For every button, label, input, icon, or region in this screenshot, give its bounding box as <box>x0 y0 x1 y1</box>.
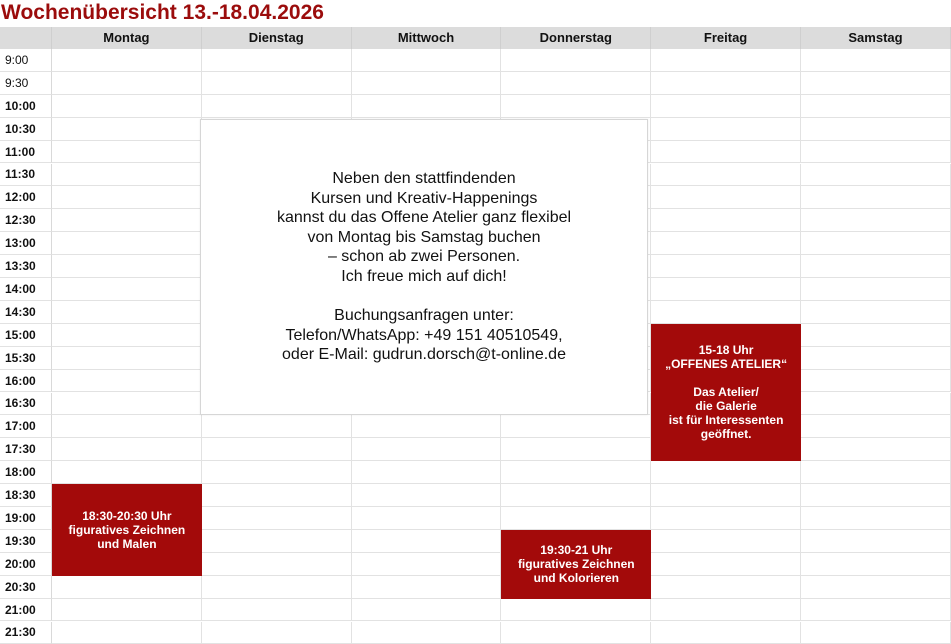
schedule-cell[interactable] <box>801 622 951 644</box>
schedule-cell[interactable] <box>651 301 801 324</box>
schedule-cell[interactable] <box>801 507 951 530</box>
schedule-cell[interactable] <box>352 530 502 553</box>
schedule-cell[interactable] <box>801 255 951 278</box>
schedule-cell[interactable] <box>651 576 801 599</box>
schedule-cell[interactable] <box>801 141 951 164</box>
schedule-cell[interactable] <box>801 278 951 301</box>
schedule-cell[interactable] <box>651 622 801 644</box>
schedule-cell[interactable] <box>352 576 502 599</box>
time-label: 20:30 <box>0 576 52 599</box>
schedule-cell[interactable] <box>801 164 951 187</box>
time-label: 20:00 <box>0 553 52 576</box>
schedule-cell[interactable] <box>52 209 202 232</box>
schedule-cell[interactable] <box>651 507 801 530</box>
schedule-cell[interactable] <box>202 599 352 622</box>
schedule-cell[interactable] <box>651 553 801 576</box>
time-label: 19:00 <box>0 507 52 530</box>
page-title: Wochenübersicht 13.-18.04.2026 <box>1 0 324 26</box>
schedule-cell[interactable] <box>801 599 951 622</box>
schedule-cell[interactable] <box>801 415 951 438</box>
schedule-cell[interactable] <box>651 461 801 484</box>
schedule-cell[interactable] <box>52 186 202 209</box>
day-header-donnerstag: Donnerstag <box>501 27 651 49</box>
schedule-cell[interactable] <box>501 49 651 72</box>
schedule-cell[interactable] <box>801 484 951 507</box>
time-label: 14:30 <box>0 301 52 324</box>
day-header-freitag: Freitag <box>651 27 801 49</box>
time-label: 18:00 <box>0 461 52 484</box>
schedule-cell[interactable] <box>52 438 202 461</box>
schedule-cell[interactable] <box>52 370 202 393</box>
event-text: 15-18 Uhr „OFFENES ATELIER“ Das Atelier/ die Galerie ist für Interessenten geöffnet. <box>655 343 797 441</box>
schedule-cell[interactable] <box>801 186 951 209</box>
event-text: 18:30-20:30 Uhr figuratives Zeichnen und Malen <box>56 509 198 551</box>
schedule-cell[interactable] <box>202 484 352 507</box>
schedule-cell[interactable] <box>352 49 502 72</box>
schedule-cell[interactable] <box>801 461 951 484</box>
schedule-cell[interactable] <box>352 484 502 507</box>
event-block[interactable] <box>651 324 801 461</box>
event-block[interactable] <box>501 530 651 599</box>
schedule-cell[interactable] <box>202 530 352 553</box>
time-label: 16:00 <box>0 370 52 393</box>
schedule-cell[interactable] <box>501 507 651 530</box>
schedule-cell[interactable] <box>651 95 801 118</box>
schedule-cell[interactable] <box>651 141 801 164</box>
time-label: 12:30 <box>0 209 52 232</box>
schedule-cell[interactable] <box>801 438 951 461</box>
time-label: 13:30 <box>0 255 52 278</box>
time-label: 16:30 <box>0 393 52 416</box>
schedule-cell[interactable] <box>202 461 352 484</box>
time-label: 14:00 <box>0 278 52 301</box>
schedule-cell[interactable] <box>801 49 951 72</box>
time-label: 12:00 <box>0 186 52 209</box>
schedule-cell[interactable] <box>801 530 951 553</box>
schedule-cell[interactable] <box>651 599 801 622</box>
schedule-cell[interactable] <box>52 461 202 484</box>
schedule-cell[interactable] <box>202 622 352 644</box>
schedule-cell[interactable] <box>501 622 651 644</box>
schedule-cell[interactable] <box>651 530 801 553</box>
day-header-mittwoch: Mittwoch <box>352 27 502 49</box>
schedule-cell[interactable] <box>801 232 951 255</box>
schedule-cell[interactable] <box>501 72 651 95</box>
schedule-cell[interactable] <box>52 622 202 644</box>
info-box <box>200 119 648 415</box>
time-label: 17:30 <box>0 438 52 461</box>
schedule-cell[interactable] <box>52 393 202 416</box>
day-header-montag: Montag <box>52 27 202 49</box>
schedule-cell[interactable] <box>651 278 801 301</box>
schedule-cell[interactable] <box>202 49 352 72</box>
schedule-cell[interactable] <box>202 576 352 599</box>
schedule-cell[interactable] <box>651 186 801 209</box>
schedule-cell[interactable] <box>52 49 202 72</box>
schedule-cell[interactable] <box>501 95 651 118</box>
event-text: 19:30-21 Uhr figuratives Zeichnen und Kolorieren <box>505 543 647 585</box>
time-label: 10:00 <box>0 95 52 118</box>
schedule-cell[interactable] <box>52 95 202 118</box>
schedule-cell[interactable] <box>352 95 502 118</box>
schedule-cell[interactable] <box>801 553 951 576</box>
schedule-cell[interactable] <box>801 370 951 393</box>
schedule-cell[interactable] <box>651 209 801 232</box>
schedule-cell[interactable] <box>651 164 801 187</box>
schedule-cell[interactable] <box>651 484 801 507</box>
schedule-cell[interactable] <box>202 72 352 95</box>
schedule-cell[interactable] <box>651 49 801 72</box>
schedule-cell[interactable] <box>52 278 202 301</box>
schedule-cell[interactable] <box>501 461 651 484</box>
schedule-cell[interactable] <box>52 347 202 370</box>
time-label: 9:30 <box>0 72 52 95</box>
event-block[interactable] <box>52 484 202 576</box>
time-label: 21:30 <box>0 622 52 644</box>
schedule-cell[interactable] <box>801 301 951 324</box>
time-label: 15:00 <box>0 324 52 347</box>
schedule-cell[interactable] <box>801 95 951 118</box>
day-header-samstag: Samstag <box>801 27 951 49</box>
schedule-cell[interactable] <box>501 484 651 507</box>
schedule-cell[interactable] <box>52 118 202 141</box>
schedule-cell[interactable] <box>52 255 202 278</box>
schedule-cell[interactable] <box>202 415 352 438</box>
schedule-cell[interactable] <box>651 72 801 95</box>
time-label: 17:00 <box>0 415 52 438</box>
schedule-cell[interactable] <box>202 553 352 576</box>
time-label: 21:00 <box>0 599 52 622</box>
schedule-cell[interactable] <box>801 209 951 232</box>
schedule-cell[interactable] <box>352 622 502 644</box>
schedule-cell[interactable] <box>651 255 801 278</box>
schedule-cell[interactable] <box>801 324 951 347</box>
schedule-cell[interactable] <box>52 415 202 438</box>
schedule-cell[interactable] <box>352 507 502 530</box>
schedule-cell[interactable] <box>352 599 502 622</box>
info-box-paragraph-2: Buchungsanfragen unter: Telefon/WhatsApp: +49 151 40510549, oder E-Mail: gudrun.dorsch@t-online.de <box>201 306 647 365</box>
schedule-cell[interactable] <box>52 599 202 622</box>
schedule-cell[interactable] <box>801 118 951 141</box>
time-label: 9:00 <box>0 49 52 72</box>
schedule-cell[interactable] <box>52 301 202 324</box>
schedule-cell[interactable] <box>801 576 951 599</box>
schedule-cell[interactable] <box>651 118 801 141</box>
schedule-cell[interactable] <box>352 415 502 438</box>
header-corner <box>0 27 52 49</box>
schedule-cell[interactable] <box>352 461 502 484</box>
schedule-cell[interactable] <box>52 164 202 187</box>
schedule-cell[interactable] <box>352 438 502 461</box>
schedule-cell[interactable] <box>501 438 651 461</box>
time-label: 19:30 <box>0 530 52 553</box>
schedule-cell[interactable] <box>52 72 202 95</box>
schedule-cell[interactable] <box>352 72 502 95</box>
time-label: 18:30 <box>0 484 52 507</box>
time-label: 15:30 <box>0 347 52 370</box>
day-header-dienstag: Dienstag <box>202 27 352 49</box>
time-label: 11:30 <box>0 164 52 187</box>
schedule-cell[interactable] <box>801 72 951 95</box>
schedule-cell[interactable] <box>801 347 951 370</box>
schedule-cell[interactable] <box>52 141 202 164</box>
time-label: 13:00 <box>0 232 52 255</box>
time-label: 10:30 <box>0 118 52 141</box>
schedule-cell[interactable] <box>651 232 801 255</box>
schedule-cell[interactable] <box>52 576 202 599</box>
schedule-cell[interactable] <box>352 553 502 576</box>
time-label: 11:00 <box>0 141 52 164</box>
schedule-cell[interactable] <box>801 393 951 416</box>
schedule-cell[interactable] <box>52 232 202 255</box>
schedule-cell[interactable] <box>202 438 352 461</box>
schedule-cell[interactable] <box>501 415 651 438</box>
info-box-paragraph-1: Neben den stattfindenden Kursen und Kreativ-Happenings kannst du das Offene Atelier ganz flexibel von Montag bis Samstag buchen – schon ab zwei Personen. Ich freue mich auf dich! <box>201 169 647 286</box>
schedule-cell[interactable] <box>501 599 651 622</box>
schedule-cell[interactable] <box>202 95 352 118</box>
schedule-cell[interactable] <box>52 324 202 347</box>
schedule-cell[interactable] <box>202 507 352 530</box>
